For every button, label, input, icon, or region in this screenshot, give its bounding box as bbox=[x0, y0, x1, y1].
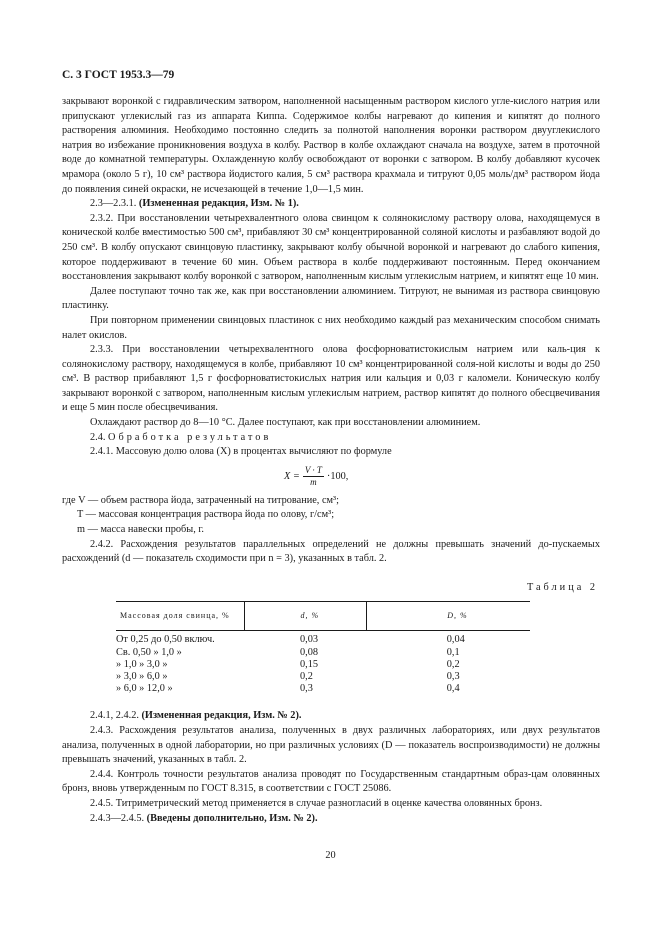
definition-line: m — масса навески пробы, г. bbox=[77, 524, 204, 536]
table-row bbox=[116, 671, 530, 683]
table-cell: » 3,0 » 6,0 » bbox=[116, 671, 168, 683]
paragraph: 2.4.3. Расхождения результатов анализа, полученных в двух различных лабораториях, или двух результатов анализа, полученных в одной лаборатории, но при различных условиях (D — показатель воспроизводимости) не должны превышать значений, указанных в табл. 2. bbox=[62, 725, 600, 766]
table-cell: 0,03 bbox=[300, 634, 319, 646]
section-heading bbox=[62, 431, 600, 446]
table-cell: 0,2 bbox=[446, 658, 460, 670]
formula-fraction bbox=[303, 465, 324, 488]
table-caption: Таблица 2 bbox=[526, 581, 598, 593]
table-row bbox=[116, 631, 530, 647]
definition-line: где V — объем раствора йода, затраченный на титрование, см³; bbox=[62, 494, 339, 506]
table-cell: Св. 0,50 » 1,0 » bbox=[116, 646, 182, 658]
table-cell: 0,3 bbox=[300, 683, 313, 695]
table-row bbox=[116, 683, 530, 695]
amendment-note bbox=[62, 197, 600, 212]
table-cell: 0,15 bbox=[300, 658, 319, 670]
clause-number: 2.4.3—2.4.5. bbox=[90, 812, 145, 824]
table-cell: 0,08 bbox=[300, 646, 319, 658]
section-title: Обработка результатов bbox=[108, 431, 272, 443]
paragraph: 2.4.4. Контроль точности результатов анализа проводят по Государственным стандартным образ-цам оловянных бронз, вновь утвержденным по ГОСТ 8.315, в соответствии с ГОСТ 25086. bbox=[62, 768, 600, 795]
table-row bbox=[116, 659, 530, 671]
paragraph: 2.3.3. При восстановлении четырехвалентного олова фосфорноватистокислым натрием или каль-ция к солянокислому раствору, находящемуся в колбе, прибавляют 10 см³ концентрированной соля-ной кислоты и воды до 250 см³. В раствор прибавляют 1,5 г фосфорноватистокислых натрия или кальция и 0,03 г каломели. Коническую колбу закрывают воронкой с затвором, наполненным кислым углекислым натрием, раствор кипятят до полного обесцвечивания и еще 5 мин после обесцвечивания. bbox=[62, 344, 600, 414]
page-header: С. 3 ГОСТ 1953.3—79 bbox=[62, 69, 175, 81]
table-cell: 0,04 bbox=[446, 634, 465, 646]
table-header: Массовая доля свинца, % bbox=[116, 602, 244, 631]
amendment-note bbox=[62, 812, 600, 827]
definition-line: T — массовая концентрация раствора йода по олову, г/см³; bbox=[77, 509, 335, 521]
formula bbox=[62, 464, 600, 490]
table-row bbox=[116, 647, 530, 659]
formula-rhs: ·100, bbox=[326, 470, 349, 482]
paragraph: 2.4.1. Массовую долю олова (X) в процентах вычисляют по формуле bbox=[90, 446, 392, 458]
page-number: 20 bbox=[325, 850, 336, 861]
table-cell: От 0,25 до 0,50 включ. bbox=[116, 634, 215, 646]
paragraph: Охлаждают раствор до 8—10 °С. Далее поступают, как при восстановлении алюминием. bbox=[90, 417, 481, 429]
amendment-text: (Измененная редакция, Изм. № 1). bbox=[138, 198, 299, 210]
paragraph: При повторном применении свинцовых пластинок с них необходимо каждый раз механическим способом снимать налет окислов. bbox=[62, 314, 600, 341]
paragraph: 2.3.2. При восстановлении четырехвалентного олова свинцом к солянокислому раствору олова, находящемуся в конической колбе вместимостью 500 см³, прибавляют 30 см³ концентрированной соляной кислоты и разбавляют водой до 250 см³. В колбу опускают свинцовую пластинку, закрывают колбу обычной воронкой и нагревают до слабого кипения, которое поддерживают в течение 60 мин. Объем раствора в колбе поддерживают постоянным. Перед окончанием восстановления закрывают колбу воронкой с затвором, наполненным кислым углекислым натрием, и кипятят еще 10 мин. bbox=[62, 212, 600, 283]
paragraph: 2.4.5. Титриметрический метод применяется в случае разногласий в оценке качества оловянных бронз. bbox=[90, 797, 543, 809]
paragraph: Далее поступают точно так же, как при восстановлении алюминием. Титруют, не вынимая из раствора свинцовую пластинку. bbox=[62, 285, 600, 312]
table-cell: » 1,0 » 3,0 » bbox=[116, 658, 168, 670]
document-body bbox=[62, 95, 600, 826]
amendment-note bbox=[62, 709, 600, 724]
table-cell: » 6,0 » 12,0 » bbox=[116, 683, 173, 695]
amendment-text: (Введены дополнительно, Изм. № 2). bbox=[146, 812, 318, 824]
formula-numerator: V · T bbox=[304, 465, 322, 476]
formula-lhs: X = bbox=[284, 470, 300, 482]
amendment-text: (Измененная редакция, Изм. № 2). bbox=[141, 710, 302, 722]
paragraph: 2.4.2. Расхождения результатов параллельных определений не должны превышать значений до-пускаемых расхождений (d — показатель сходимости при n = 3), указанных в табл. 2. bbox=[62, 538, 600, 565]
table-cell: 0,4 bbox=[446, 683, 460, 695]
table-header: D, % bbox=[367, 602, 530, 631]
tolerance-table bbox=[116, 601, 530, 695]
formula-denominator: m bbox=[310, 477, 317, 488]
clause-number: 2.4.1, 2.4.2. bbox=[90, 710, 139, 722]
clause-number: 2.3—2.3.1. bbox=[90, 198, 137, 210]
table-cell: 0,1 bbox=[446, 646, 460, 658]
table-cell: 0,2 bbox=[300, 671, 313, 683]
clause-number: 2.4. bbox=[90, 431, 106, 443]
table-header: d, % bbox=[244, 602, 367, 631]
table-cell: 0,3 bbox=[446, 671, 460, 683]
paragraph: закрывают воронкой с гидравлическим затвором, наполненной насыщенным раствором кислого угле-кислого натрия или припускают углекислый газ из аппарата Киппа. Содержимое колбы нагревают до кипения и кипятят до полного растворения алюминия. Необходимо постоянно следить за полнотой наполнения воронки раствором двууглекислого натрия во избежание проникновения воздуха в колбу. Раствор в колбе охлаждают сначала на воздухе, затем в проточной воде до комнатной температуры. Охлажденную колбу освобождают от воронки с затвором. В колбу добавляют кусочек мрамора (около 5 г), 10 см³ раствора йодистого калия, 5 см³ раствора крахмала и титруют 0,05 моль/дм³ раствором йода до появления синей окраски, не исчезающей в течение 1,0—1,5 мин. bbox=[62, 96, 600, 195]
